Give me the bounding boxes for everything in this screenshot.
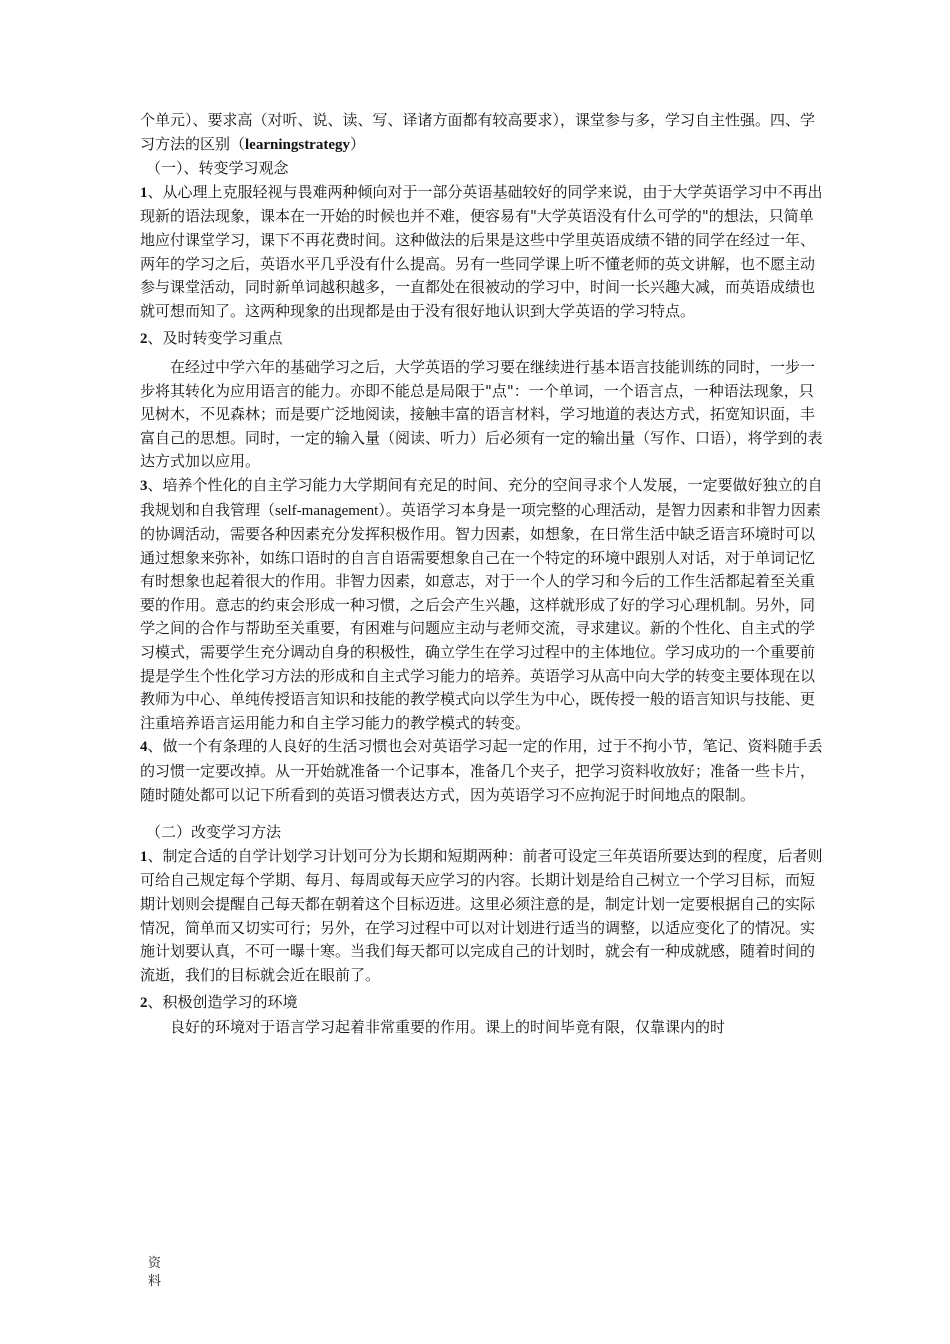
- paragraph-item-1: [140, 181, 825, 324]
- footer-char-1: 资: [148, 1256, 162, 1271]
- item-number: 4: [140, 739, 148, 756]
- paragraph-intro: [140, 109, 825, 157]
- item-term: self-management: [275, 502, 379, 519]
- page-footer: [148, 1255, 164, 1291]
- s2-item-2-heading: [140, 991, 825, 1016]
- item-number: 3: [140, 477, 148, 494]
- paragraph-item-2: 在经过中学六年的基础学习之后，大学英语的学习要在继续进行基本语言技能训练的同时，一步一步将其转化为应用语言的能力。亦即不能总是局限于"点"：一个单词，一个语言点，一种语法现象，只见树木，不见森林；而是要广泛地阅读，接触丰富的语言材料，学习地道的表达方式，拓宽知识面，丰富自己的思想。同时，一定的输入量（阅读、听力）后必须有一定的输出量（写作、口语），将学到的表达方式加以应用。: [140, 357, 823, 471]
- item-text: 、做一个有条理的人良好的生活习惯也会对英语学习起一定的作用，过于不拘小节，笔记、资料随手丢的习惯一定要改掉。从一开始就准备一个记事本，准备几个夹子，把学习资料收放好；准备一些卡片，随时随处都可以记下所看到的英语习惯表达方式，因为英语学习不应拘泥于时间地点的限制。: [140, 737, 823, 804]
- paragraph-s2-item-1: [140, 845, 825, 988]
- item-text-cont: ）。英语学习本身是一项完整的心理活动，是智力因素和非智力因素的协调活动，需要各种因素充分发挥积极作用。智力因素，如想象，在日常生活中缺乏语言环境时可以通过想象来弥补，如练口语时的自言自语需要想象自己在一个特定的环境中跟别人对话，对于单词记忆有时想象也起着很大的作用。非智力因素，如意志，对于一个人的学习和今后的工作生活都起着至关重要的作用。意志的约束会形成一种习惯，之后会产生兴趣，这样就形成了好的学习心理机制。另外，同学之间的合作与帮助至关重要，有困难与问题应主动与老师交流，寻求建议。新的个性化、自主式的学习模式，需要学生充分调动自身的积极性，确立学生在学习过程中的主体地位。学习成功的一个重要前提是学生个性化学习方法的形成和自主式学习能力的培养。英语学习从高中向大学的转变主要体现在以教师为中心、单纯传授语言知识和技能的教学模式向以学生为中心，既传授一般的语言知识与技能、更注重培养语言运用能力和自主学习能力的教学模式的转变。: [140, 500, 821, 732]
- footer-char-2: 料: [148, 1274, 162, 1289]
- item-number: 1: [140, 184, 148, 201]
- intro-close: ）: [350, 134, 366, 153]
- item-number: 2: [140, 995, 148, 1012]
- paragraph-item-3: [140, 474, 825, 736]
- section-heading-2: （二）改变学习方法: [146, 823, 282, 842]
- item-title: 、及时转变学习重点: [147, 329, 283, 348]
- intro-text: 个单元）、要求高（对听、说、读、写、译诸方面都有较高要求），课堂参与多，学习自主性强。四、学习方法的区别（: [140, 111, 816, 153]
- item-number: 1: [140, 848, 148, 865]
- item-2-heading: [140, 327, 825, 352]
- spacer: [140, 807, 825, 821]
- intro-term: learningstrategy: [245, 136, 350, 153]
- item-number: 2: [140, 331, 148, 348]
- item-text: 、培养个性化的自主学习能力大学期间有充足的时间、充分的空间寻求个人发展，一定要做好独立的自我规划和自我管理（: [140, 475, 823, 519]
- item-text: 、制定合适的自学计划学习计划可分为长期和短期两种：前者可设定三年英语所要达到的程度，后者则可给自己规定每个学期、每月、每周或每天应学习的内容。长期计划是给自己树立一个学习目标，而短期计划则会提醒自己每天都在朝着这个目标迈进。这里必须注意的是，制定计划一定要根据自己的实际情况，简单而又切实可行；另外，在学习过程中可以对计划进行适当的调整，以适应变化了的情况。实施计划要认真，不可一曝十寒。当我们每天都可以完成自己的计划时，就会有一种成就感，随着时间的流逝，我们的目标就会近在眼前了。: [140, 846, 823, 984]
- section-heading-1: （一）、转变学习观念: [146, 159, 289, 178]
- document-body: [140, 109, 825, 1040]
- paragraph-s2-item-2: 良好的环境对于语言学习起着非常重要的作用。课上的时间毕竟有限，仅靠课内的时: [170, 1017, 726, 1036]
- item-title: 、积极创造学习的环境: [147, 993, 298, 1012]
- paragraph-item-4: [140, 735, 825, 807]
- item-text: 、从心理上克服轻视与畏难两种倾向对于一部分英语基础较好的同学来说，由于大学英语学习中不再出现新的语法现象，课本在一开始的时候也并不难，便容易有"大学英语没有什么可学的"的想法，只简单地应付课堂学习，课下不再花费时间。这种做法的后果是这些中学里英语成绩不错的同学在经过一年、两年的学习之后，英语水平几乎没有什么提高。另有一些同学课上听不懂老师的英文讲解，也不愿主动参与课堂活动，同时新单词越积越多，一直都处在很被动的学习中，时间一长兴趣大减，而英语成绩也就可想而知了。这两种现象的出现都是由于没有很好地认识到大学英语的学习特点。: [140, 182, 823, 320]
